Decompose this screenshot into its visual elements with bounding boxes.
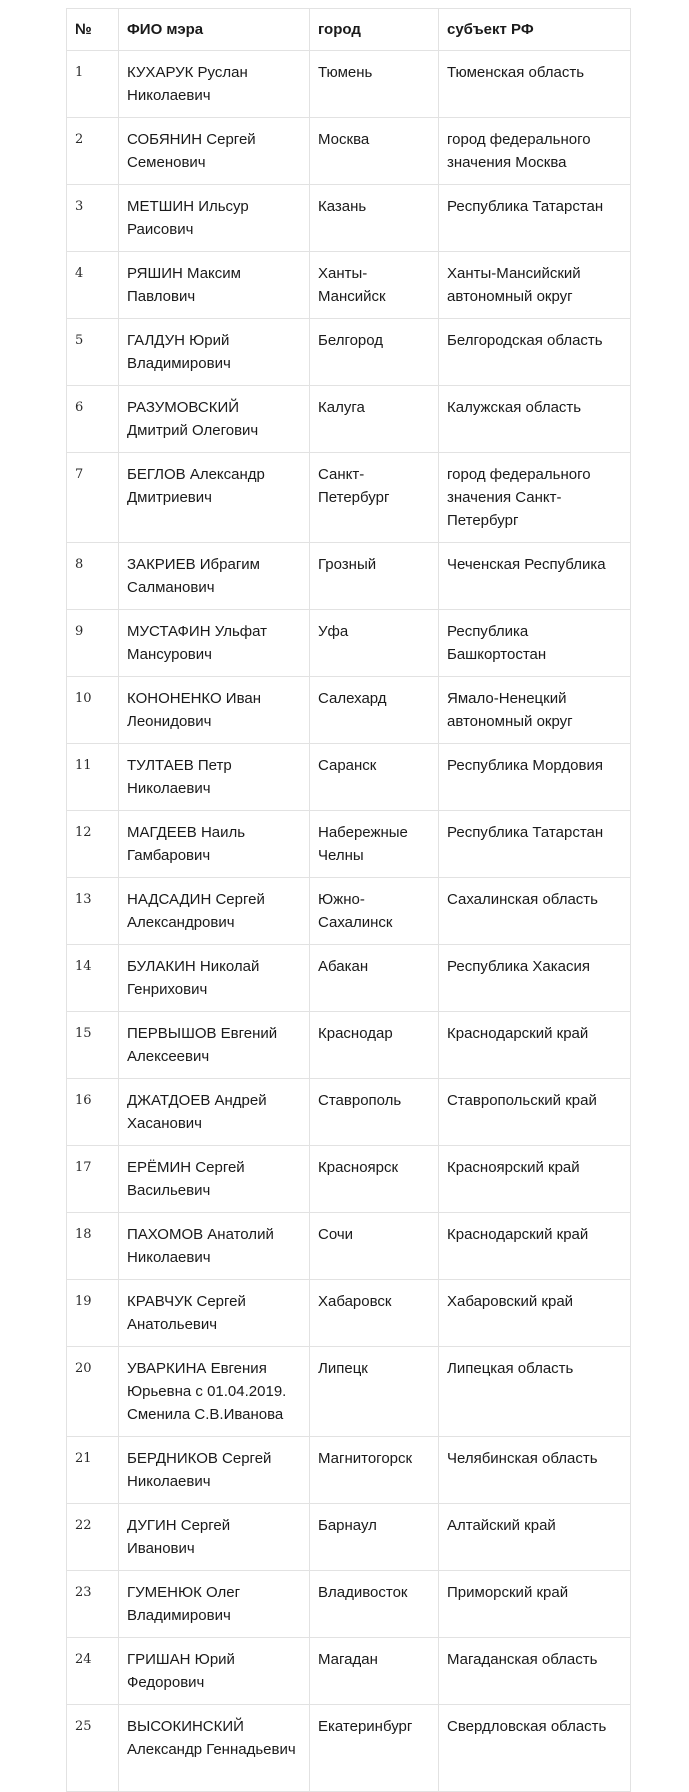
mayor-name-cell: ЗАКРИЕВ Ибрагим Салманович (119, 543, 310, 610)
mayor-name-cell: МЕТШИН Ильсур Раисович (119, 185, 310, 252)
region-cell: Ханты-Мансийский автономный округ (439, 252, 631, 319)
city-cell: Уфа (310, 610, 439, 677)
city-cell: Красноярск (310, 1146, 439, 1213)
region-cell: Республика Татарстан (439, 185, 631, 252)
region-cell: Приморский край (439, 1571, 631, 1638)
mayor-name-cell: ПЕРВЫШОВ Евгений Алексеевич (119, 1012, 310, 1079)
city-cell: Белгород (310, 319, 439, 386)
row-number-cell: 25 (67, 1705, 119, 1792)
mayor-name-cell: КУХАРУК Руслан Николаевич (119, 51, 310, 118)
region-cell: Ставропольский край (439, 1079, 631, 1146)
city-cell: Краснодар (310, 1012, 439, 1079)
table-row (67, 1504, 631, 1571)
mayor-name-cell: БУЛАКИН Николай Генрихович (119, 945, 310, 1012)
region-cell: Республика Башкортостан (439, 610, 631, 677)
table-row (67, 1280, 631, 1347)
mayor-name-cell: НАДСАДИН Сергей Александрович (119, 878, 310, 945)
table-row (67, 1705, 631, 1792)
region-cell: Белгородская область (439, 319, 631, 386)
region-cell: Республика Хакасия (439, 945, 631, 1012)
mayor-name-cell: РЯШИН Максим Павлович (119, 252, 310, 319)
row-number-cell: 3 (67, 185, 119, 252)
region-cell: Республика Татарстан (439, 811, 631, 878)
mayor-name-cell: МУСТАФИН Ульфат Мансурович (119, 610, 310, 677)
table-row (67, 811, 631, 878)
mayors-table (66, 8, 631, 1792)
table-row (67, 677, 631, 744)
table-row (67, 1079, 631, 1146)
region-cell: Краснодарский край (439, 1012, 631, 1079)
table-row (67, 1012, 631, 1079)
region-cell: Липецкая область (439, 1347, 631, 1437)
city-cell: Ханты-Мансийск (310, 252, 439, 319)
city-cell: Саранск (310, 744, 439, 811)
mayor-name-cell: ДЖАТДОЕВ Андрей Хасанович (119, 1079, 310, 1146)
mayor-name-cell: УВАРКИНА Евгения Юрьевна с 01.04.2019. Сменила С.В.Иванова (119, 1347, 310, 1437)
row-number-cell: 18 (67, 1213, 119, 1280)
region-cell: Республика Мордовия (439, 744, 631, 811)
table-row (67, 744, 631, 811)
region-cell: Краснодарский край (439, 1213, 631, 1280)
city-cell: Ставрополь (310, 1079, 439, 1146)
city-cell: Калуга (310, 386, 439, 453)
table-row (67, 1347, 631, 1437)
mayor-name-cell: КОНОНЕНКО Иван Леонидович (119, 677, 310, 744)
table-row (67, 945, 631, 1012)
region-cell: Чеченская Республика (439, 543, 631, 610)
region-cell: Ямало-Ненецкий автономный округ (439, 677, 631, 744)
city-cell: Салехард (310, 677, 439, 744)
row-number-cell: 7 (67, 453, 119, 543)
row-number-cell: 1 (67, 51, 119, 118)
mayor-name-cell: ГРИШАН Юрий Федорович (119, 1638, 310, 1705)
table-row (67, 252, 631, 319)
region-cell: город федерального значения Москва (439, 118, 631, 185)
header-mayor-name: ФИО мэра (119, 9, 310, 51)
city-cell: Екатеринбург (310, 1705, 439, 1792)
table-header-row (67, 9, 631, 51)
table-row (67, 1146, 631, 1213)
city-cell: Южно-Сахалинск (310, 878, 439, 945)
city-cell: Барнаул (310, 1504, 439, 1571)
table-body (67, 51, 631, 1792)
row-number-cell: 12 (67, 811, 119, 878)
mayor-name-cell: ВЫСОКИНСКИЙ Александр Геннадьевич (119, 1705, 310, 1792)
row-number-cell: 10 (67, 677, 119, 744)
table-row (67, 1571, 631, 1638)
row-number-cell: 21 (67, 1437, 119, 1504)
region-cell: Красноярский край (439, 1146, 631, 1213)
city-cell: Магнитогорск (310, 1437, 439, 1504)
mayor-name-cell: ГАЛДУН Юрий Владимирович (119, 319, 310, 386)
city-cell: Сочи (310, 1213, 439, 1280)
header-number: № (67, 9, 119, 51)
row-number-cell: 15 (67, 1012, 119, 1079)
table-row (67, 319, 631, 386)
table-row (67, 1437, 631, 1504)
header-region: субъект РФ (439, 9, 631, 51)
row-number-cell: 16 (67, 1079, 119, 1146)
row-number-cell: 9 (67, 610, 119, 677)
city-cell: Липецк (310, 1347, 439, 1437)
row-number-cell: 19 (67, 1280, 119, 1347)
table-row (67, 51, 631, 118)
mayor-name-cell: БЕРДНИКОВ Сергей Николаевич (119, 1437, 310, 1504)
row-number-cell: 14 (67, 945, 119, 1012)
region-cell: Хабаровский край (439, 1280, 631, 1347)
city-cell: Хабаровск (310, 1280, 439, 1347)
table-row (67, 386, 631, 453)
mayor-name-cell: БЕГЛОВ Александр Дмитриевич (119, 453, 310, 543)
row-number-cell: 23 (67, 1571, 119, 1638)
city-cell: Санкт-Петербург (310, 453, 439, 543)
region-cell: Сахалинская область (439, 878, 631, 945)
table-row (67, 878, 631, 945)
mayor-name-cell: ТУЛТАЕВ Петр Николаевич (119, 744, 310, 811)
city-cell: Набережные Челны (310, 811, 439, 878)
row-number-cell: 13 (67, 878, 119, 945)
table-row (67, 185, 631, 252)
region-cell: Калужская область (439, 386, 631, 453)
table-row (67, 1638, 631, 1705)
row-number-cell: 22 (67, 1504, 119, 1571)
city-cell: Казань (310, 185, 439, 252)
city-cell: Магадан (310, 1638, 439, 1705)
mayor-name-cell: ПАХОМОВ Анатолий Николаевич (119, 1213, 310, 1280)
mayors-table-container (66, 8, 630, 1792)
mayor-name-cell: КРАВЧУК Сергей Анатольевич (119, 1280, 310, 1347)
table-row (67, 1213, 631, 1280)
region-cell: Челябинская область (439, 1437, 631, 1504)
city-cell: Тюмень (310, 51, 439, 118)
city-cell: Москва (310, 118, 439, 185)
city-cell: Абакан (310, 945, 439, 1012)
row-number-cell: 4 (67, 252, 119, 319)
region-cell: Тюменская область (439, 51, 631, 118)
mayor-name-cell: МАГДЕЕВ Наиль Гамбарович (119, 811, 310, 878)
mayor-name-cell: ГУМЕНЮК Олег Владимирович (119, 1571, 310, 1638)
row-number-cell: 11 (67, 744, 119, 811)
table-row (67, 453, 631, 543)
row-number-cell: 8 (67, 543, 119, 610)
mayor-name-cell: РАЗУМОВСКИЙ Дмитрий Олегович (119, 386, 310, 453)
table-row (67, 543, 631, 610)
city-cell: Владивосток (310, 1571, 439, 1638)
row-number-cell: 5 (67, 319, 119, 386)
header-city: город (310, 9, 439, 51)
row-number-cell: 2 (67, 118, 119, 185)
region-cell: Магаданская область (439, 1638, 631, 1705)
region-cell: город федерального значения Санкт-Петербург (439, 453, 631, 543)
mayor-name-cell: ЕРЁМИН Сергей Васильевич (119, 1146, 310, 1213)
row-number-cell: 24 (67, 1638, 119, 1705)
table-row (67, 610, 631, 677)
table-row (67, 118, 631, 185)
row-number-cell: 20 (67, 1347, 119, 1437)
mayor-name-cell: ДУГИН Сергей Иванович (119, 1504, 310, 1571)
row-number-cell: 6 (67, 386, 119, 453)
region-cell: Алтайский край (439, 1504, 631, 1571)
mayor-name-cell: СОБЯНИН Сергей Семенович (119, 118, 310, 185)
row-number-cell: 17 (67, 1146, 119, 1213)
region-cell: Свердловская область (439, 1705, 631, 1792)
city-cell: Грозный (310, 543, 439, 610)
